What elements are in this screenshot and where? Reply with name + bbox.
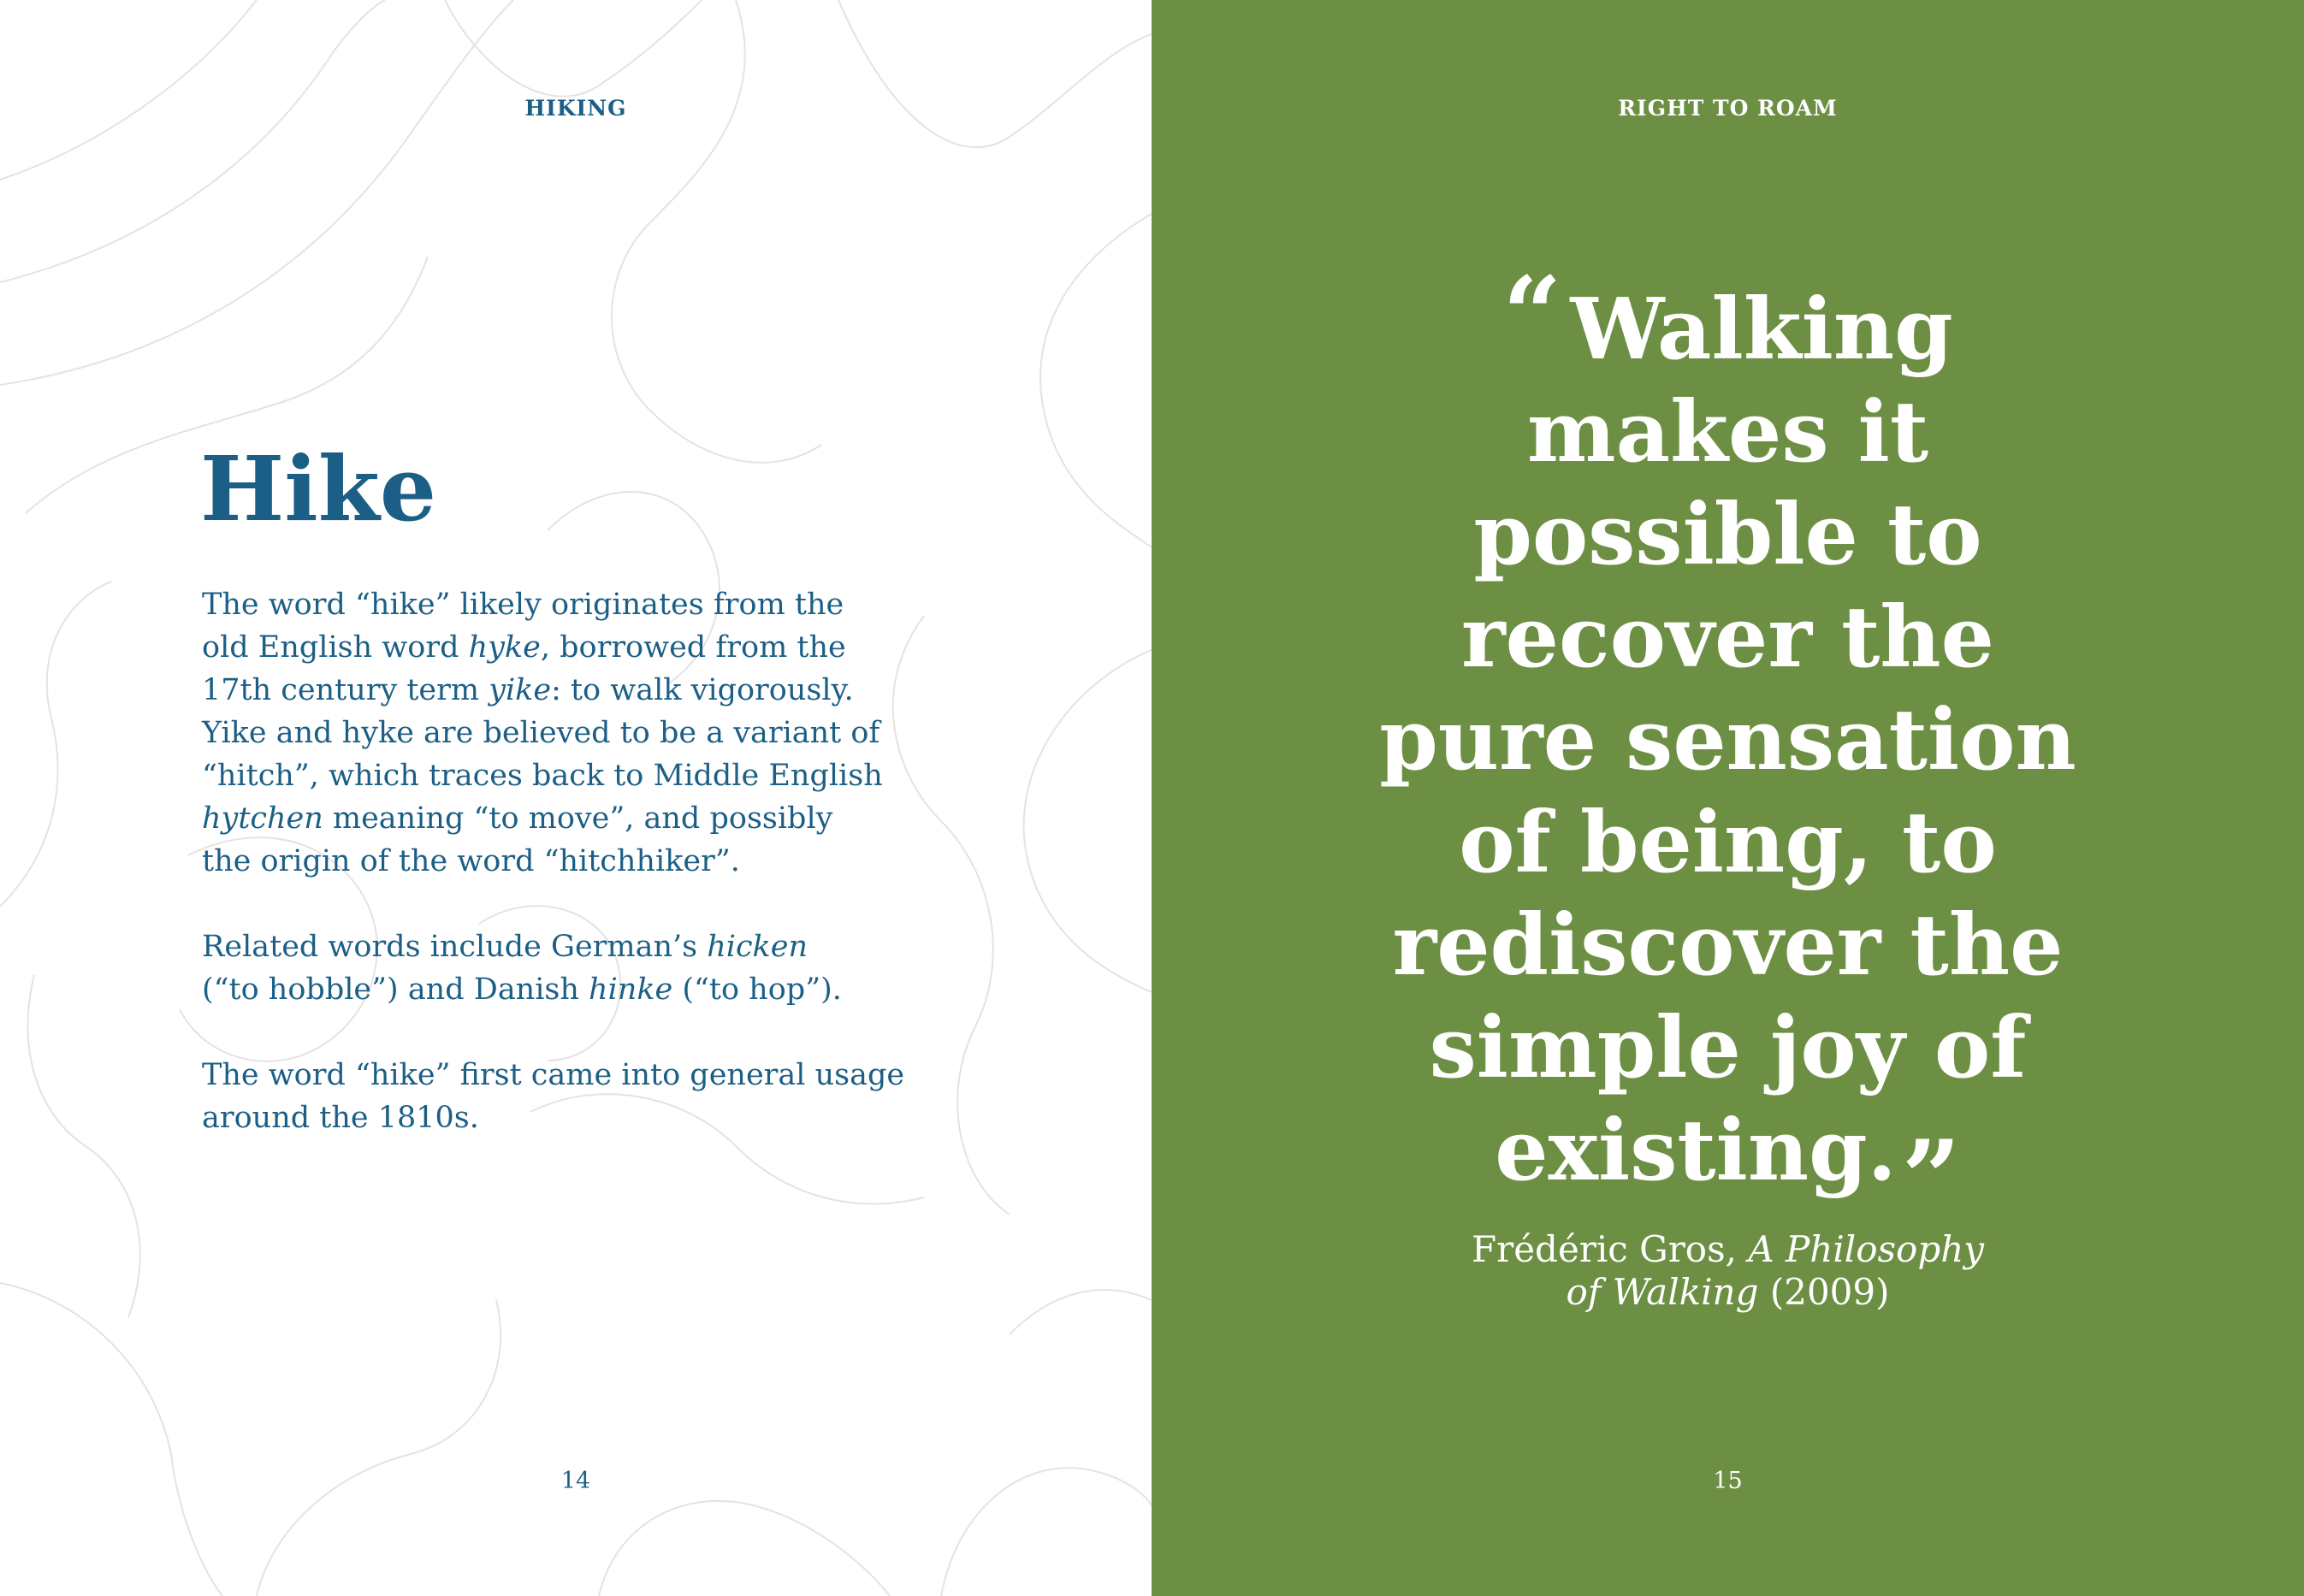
body-line: 17th century term yike: to walk vigorously. [202, 673, 854, 707]
body-line: “hitch”, which traces back to Middle English [202, 759, 883, 793]
body-text [202, 583, 972, 1139]
quote-line: possible to [1473, 486, 1982, 584]
body-line: The word “hike” likely originates from the [202, 588, 844, 622]
running-head: HIKING [524, 96, 627, 121]
attribution-line-2 [1152, 1271, 2304, 1314]
publication-year: (2009) [1758, 1271, 1890, 1313]
quote-line: recover the [1461, 588, 1994, 687]
italic-term: hytchen [202, 801, 323, 836]
running-head: RIGHT TO ROAM [1618, 96, 1838, 121]
body-line: old English word hyke, borrowed from the [202, 630, 846, 665]
page-number: 15 [1713, 1468, 1743, 1494]
pull-quote [1152, 254, 2304, 1238]
quote-line: existing.” [1495, 1102, 1961, 1238]
book-title-part-2: of Walking [1566, 1271, 1759, 1313]
italic-term: hyke [468, 630, 541, 665]
body-line: hytchen meaning “to move”, and possibly [202, 801, 833, 836]
italic-term: yike [489, 673, 552, 707]
italic-term: hinke [589, 972, 673, 1007]
quote-line: rediscover the [1392, 896, 2064, 995]
body-line: the origin of the word “hitchhiker”. [202, 844, 740, 878]
paragraph-gap [202, 1011, 972, 1054]
open-quote-mark: “ [1502, 254, 1562, 375]
quote-line: makes it [1526, 383, 1929, 482]
body-line: The word “hike” first came into general usage [202, 1058, 905, 1092]
quote-line: “ Walking [1502, 254, 1953, 379]
body-line: Related words include German’s hicken [202, 930, 808, 964]
italic-term: hicken [707, 930, 808, 964]
body-line: (“to hobble”) and Danish hinke (“to hop”). [202, 972, 842, 1007]
close-quote-mark: ” [1901, 1118, 1961, 1238]
page-number: 14 [560, 1468, 591, 1494]
body-line: Yike and hyke are believed to be a variant of [202, 716, 880, 750]
quote-line: simple joy of [1429, 999, 2027, 1097]
paragraph-gap [202, 883, 972, 925]
author-name: Frédéric Gros, [1471, 1228, 1749, 1270]
quote-line: of being, to [1459, 794, 1997, 892]
right-page [1152, 0, 2304, 1596]
attribution-line-1 [1152, 1228, 2304, 1271]
body-line: around the 1810s. [202, 1101, 479, 1135]
page-title: Hike [200, 436, 436, 541]
quote-line: pure sensation [1379, 691, 2076, 789]
quote-attribution [1152, 1228, 2304, 1314]
book-title-part-1: A Philosophy [1748, 1228, 1985, 1270]
